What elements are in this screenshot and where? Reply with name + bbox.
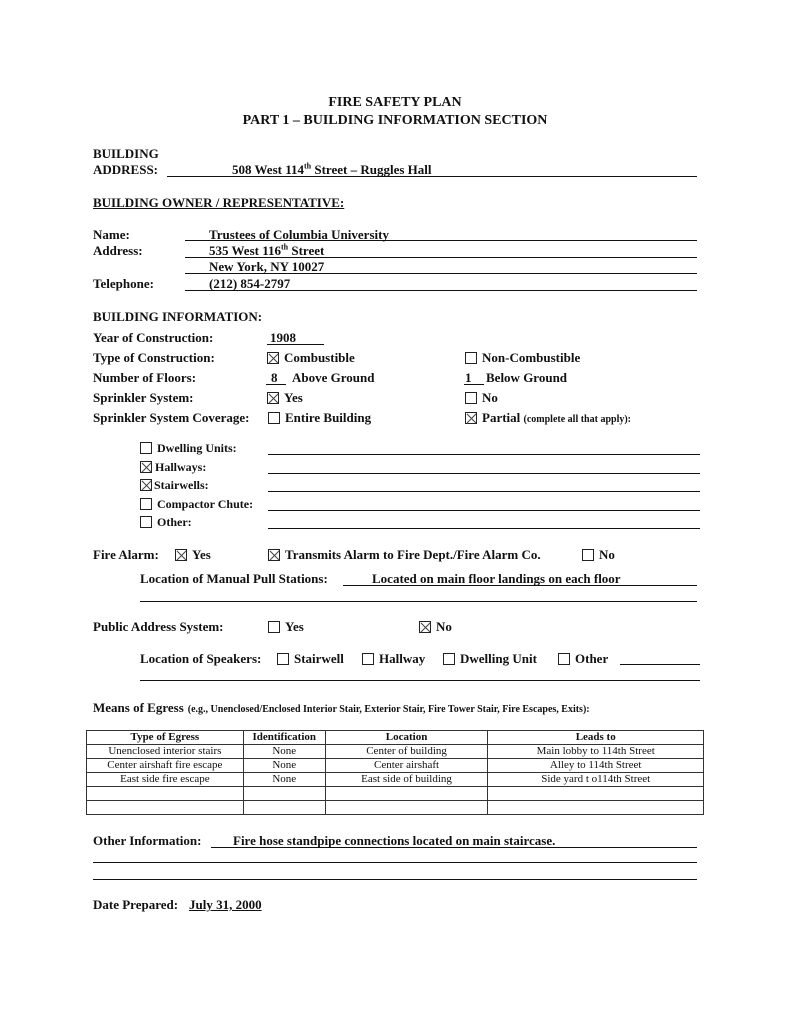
owner-name-value[interactable]: Trustees of Columbia University [209,227,389,242]
checkbox-checked-icon[interactable] [268,549,280,561]
address-street: Street – Ruggles Hall [311,162,432,177]
area-label: Hallways: [155,460,207,474]
address-suffix: th [304,161,312,171]
other-info-line-3[interactable] [93,879,697,880]
year-label: Year of Construction: [93,330,214,345]
area-line[interactable] [268,528,700,529]
cell-identification[interactable] [243,801,325,815]
other-info-label: Other Information: [93,833,202,848]
sprinkler-no-label: No [482,390,498,405]
partial-option[interactable] [465,410,631,426]
cell-location[interactable] [325,787,488,801]
checkbox-empty-icon[interactable] [140,516,152,528]
entire-building-label: Entire Building [285,410,372,425]
speaker-other-option[interactable] [558,651,608,667]
above-ground-label: Above Ground [292,370,375,385]
egress-table [86,730,704,815]
egress-heading: Means of Egress [93,700,184,715]
floors-above-value[interactable]: 8 [271,370,278,385]
fire-alarm-label: Fire Alarm: [93,547,159,562]
checkbox-checked-icon[interactable] [175,549,187,561]
combustible-option[interactable] [267,350,355,366]
non-combustible-label: Non-Combustible [482,350,581,365]
area-dwelling-units[interactable] [140,441,237,456]
cell-identification[interactable] [243,787,325,801]
speaker-hallway-label: Hallway [379,651,426,666]
non-combustible-option[interactable] [465,350,580,366]
speaker-other-line[interactable] [620,664,700,665]
building-address-value[interactable] [232,162,431,178]
cell-leads-to[interactable]: Alley to 114th Street [488,759,704,773]
area-stairwells[interactable] [140,478,209,493]
partial-note: (complete all that apply): [523,414,632,425]
checkbox-checked-icon[interactable] [140,461,152,473]
address-number: 508 West 114 [232,162,304,177]
cell-type[interactable]: Unenclosed interior stairs [87,745,244,759]
entire-building-option[interactable] [268,410,371,426]
col-location: Location [325,731,488,745]
partial-label: Partial [482,410,521,425]
owner-telephone-value[interactable]: (212) 854-2797 [209,276,291,291]
checkbox-empty-icon[interactable] [465,352,477,364]
pa-no-option[interactable] [419,619,452,635]
area-other[interactable] [140,515,192,530]
fire-alarm-no-option[interactable] [582,547,615,563]
owner-address-label: Address: [93,243,143,258]
owner-address-street: Street [288,243,325,258]
transmits-alarm-label: Transmits Alarm to Fire Dept./Fire Alarm Co. [285,547,541,562]
date-value[interactable]: July 31, 2000 [189,897,262,912]
area-label: Compactor Chute: [157,497,254,511]
cell-leads-to[interactable]: Side yard t o114th Street [488,773,704,787]
year-value[interactable]: 1908 [270,330,296,345]
checkbox-empty-icon[interactable] [362,653,374,665]
checkbox-empty-icon[interactable] [582,549,594,561]
checkbox-checked-icon[interactable] [419,621,431,633]
speaker-stairwell-option[interactable] [277,651,344,667]
table-row [87,745,704,759]
cell-type[interactable] [87,787,244,801]
sprinkler-no-option[interactable] [465,390,498,406]
pa-no-label: No [436,619,452,634]
cell-location[interactable]: Center airshaft [325,759,488,773]
pa-yes-label: Yes [285,619,304,634]
col-identification: Identification [243,731,325,745]
combustible-label: Combustible [284,350,355,365]
checkbox-checked-icon[interactable] [267,392,279,404]
sprinkler-yes-label: Yes [284,390,303,405]
checkbox-empty-icon[interactable] [140,498,152,510]
cell-leads-to[interactable] [488,787,704,801]
checkbox-checked-icon[interactable] [267,352,279,364]
cell-leads-to[interactable]: Main lobby to 114th Street [488,745,704,759]
owner-heading: BUILDING OWNER / REPRESENTATIVE: [93,195,345,210]
other-info-value[interactable]: Fire hose standpipe connections located on main staircase. [233,833,556,848]
form-subtitle: PART 1 – BUILDING INFORMATION SECTION [242,113,548,128]
area-line[interactable] [268,473,700,474]
building-address-label-2: ADDRESS: [93,162,159,177]
cell-identification[interactable]: None [243,759,325,773]
cell-type[interactable]: East side fire escape [87,773,244,787]
area-line[interactable] [268,510,700,511]
area-hallways[interactable] [140,460,206,475]
speaker-dwelling-label: Dwelling Unit [460,651,537,666]
area-line[interactable] [268,491,700,492]
cell-location[interactable]: Center of building [325,745,488,759]
owner-address-value-1[interactable] [209,243,324,259]
pull-stations-value[interactable]: Located on main floor landings on each floor [372,571,621,586]
owner-address-number: 535 West 116 [209,243,281,258]
area-label: Stairwells: [154,478,209,492]
area-compactor-chute[interactable] [140,497,253,512]
checkbox-empty-icon[interactable] [277,653,289,665]
checkbox-empty-icon[interactable] [268,412,280,424]
cell-type[interactable]: Center airshaft fire escape [87,759,244,773]
owner-address-suffix: th [281,242,289,252]
speaker-stairwell-label: Stairwell [294,651,344,666]
cell-location[interactable] [325,801,488,815]
cell-identification[interactable]: None [243,773,325,787]
checkbox-empty-icon[interactable] [465,392,477,404]
transmits-alarm-option[interactable] [268,547,541,563]
table-row [87,773,704,787]
building-info-heading: BUILDING INFORMATION: [93,309,263,324]
checkbox-empty-icon[interactable] [140,442,152,454]
pull-stations-line-2[interactable] [140,601,697,602]
fire-alarm-no-label: No [599,547,615,562]
date-label: Date Prepared: [93,897,179,912]
public-address-label: Public Address System: [93,619,224,634]
speaker-dwelling-option[interactable] [443,651,537,667]
area-label: Dwelling Units: [157,441,237,455]
col-leads-to: Leads to [488,731,704,745]
checkbox-checked-icon[interactable] [140,479,152,491]
speakers-line-2[interactable] [140,680,700,681]
table-row [87,787,704,801]
checkbox-checked-icon[interactable] [465,412,477,424]
cell-location[interactable]: East side of building [325,773,488,787]
sprinkler-yes-option[interactable] [267,390,303,406]
checkbox-empty-icon[interactable] [443,653,455,665]
owner-name-label: Name: [93,227,130,242]
speaker-hallway-option[interactable] [362,651,425,667]
speaker-other-label: Other [575,651,609,666]
fire-alarm-yes-option[interactable] [175,547,211,563]
below-ground-label: Below Ground [486,370,568,385]
table-row [87,759,704,773]
cell-type[interactable] [87,801,244,815]
speakers-label: Location of Speakers: [140,651,262,666]
egress-heading-row [93,699,590,717]
other-info-line-2[interactable] [93,862,697,863]
floors-below-value[interactable]: 1 [465,370,472,385]
form-title: FIRE SAFETY PLAN [328,95,462,110]
checkbox-empty-icon[interactable] [268,621,280,633]
col-type-of-egress: Type of Egress [87,731,244,745]
construction-label: Type of Construction: [93,350,215,365]
area-line[interactable] [268,454,700,455]
checkbox-empty-icon[interactable] [558,653,570,665]
floors-label: Number of Floors: [93,370,197,385]
area-label: Other: [157,515,192,529]
owner-telephone-label: Telephone: [93,276,154,291]
cell-identification[interactable]: None [243,745,325,759]
egress-header-row [87,731,704,745]
table-row [87,801,704,815]
pull-stations-label: Location of Manual Pull Stations: [140,571,328,586]
pa-yes-option[interactable] [268,619,304,635]
owner-address-value-2[interactable]: New York, NY 10027 [209,259,325,274]
sprinkler-label: Sprinkler System: [93,390,194,405]
building-address-label-1: BUILDING [93,146,159,161]
fire-alarm-yes-label: Yes [192,547,211,562]
cell-leads-to[interactable] [488,801,704,815]
coverage-label: Sprinkler System Coverage: [93,410,250,425]
egress-note: (e.g., Unenclosed/Enclosed Interior Stair, Exterior Stair, Fire Tower Stair, Fire Escapes, Exits): [187,704,590,715]
